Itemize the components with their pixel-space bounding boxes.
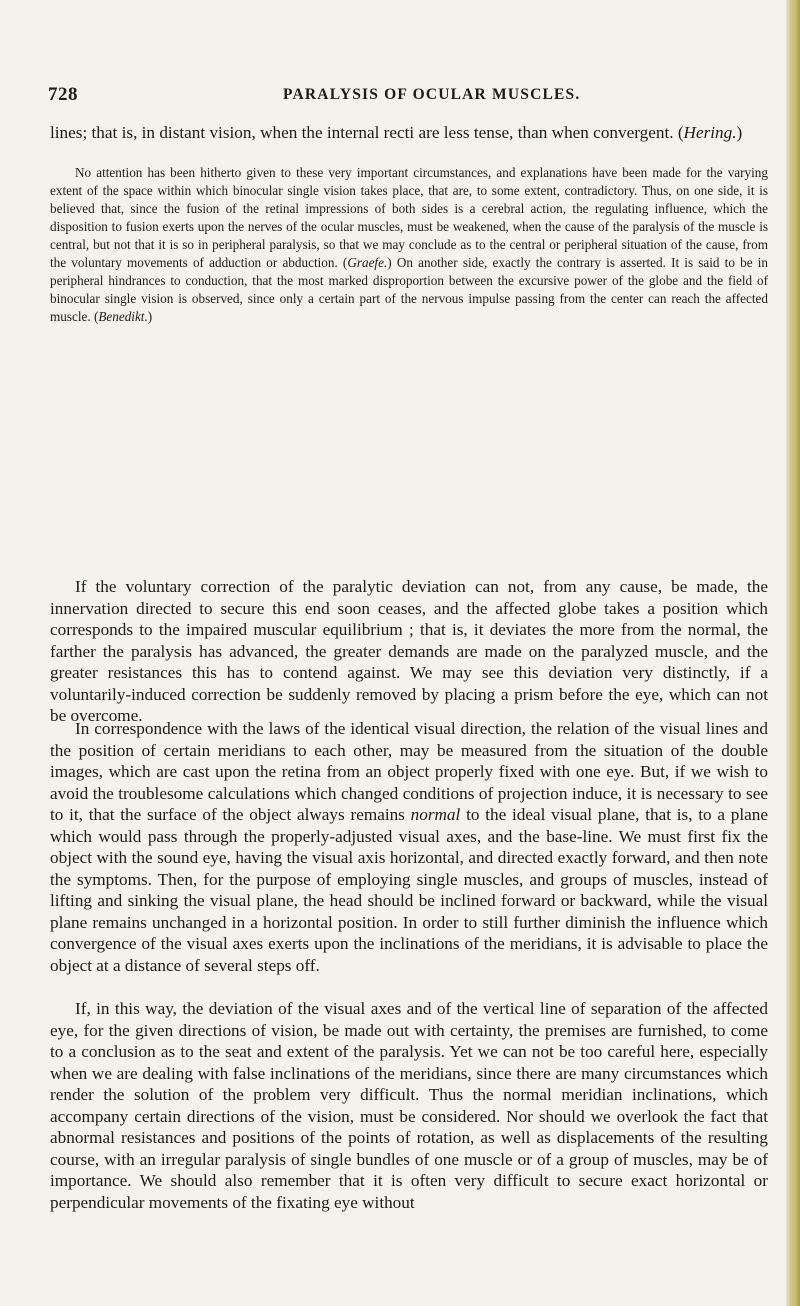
paragraph-voluntary-correction xyxy=(50,576,768,727)
text-span: ) On another side, exactly the contrary is asserted. It is said to be in peripheral hindrances to conduction, that the most marked disproportion between the excursive power of the globe and the field of binocular single vision is observed, since only a certain part of the nervous impulse passing from the center can reach the affected muscle. ( xyxy=(50,255,768,324)
text-span: to the ideal visual plane, that is, to a plane which would pass through the properly-adjusted visual axes, and the base-line. We must first fix the object with the sound eye, having the visual axis horizontal, and directed exactly forward, and then note the symptoms. Then, for the purpose of employing single muscles, and groups of muscles, instead of lifting and sinking the visual plane, the head should be inclined forward or backward, while the visual plane remains unchanged in a horizontal position. In order to still further diminish the influence which convergence of the visual axes exerts upon the inclinations of the meridians, it is advisable to place the object at a distance of several steps off. xyxy=(50,805,768,975)
running-title: PARALYSIS OF OCULAR MUSCLES. xyxy=(283,86,581,103)
text-span: In correspondence with the laws of the identical visual direction, the relation of the visual lines and the position of certain meridians to each other, may be measured from the situation of the double images, which are cast upon the retina from an object properly fixed with one eye. But, if we wish to avoid the troublesome calculations which changed conditions of projection induce, it is necessary to see to it, that the surface of the object always remains xyxy=(50,719,768,824)
page-number: 728 xyxy=(48,84,78,105)
running-header xyxy=(48,84,764,108)
paragraph-text: If, in this way, the deviation of the visual axes and of the vertical line of separation of the affected eye, for the given directions of vision, be made out with certainty, the premises are furnished, to come to a conclusion as to the seat and extent of the paralysis. Yet we can not be too careful here, especially when we are dealing with false inclinations of the meridians, since there are many circumstances which render the solution of the problem very difficult. Thus the normal meridian inclinations, which accompany certain directions of the vision, must be considered. Nor should we overlook the fact that abnormal resistances and positions of the points of rotation, as well as displacements of the resulting course, with an irregular paralysis of single bundles of one muscle or of a group of muscles, may be of importance. We should also remember that it is often very difficult to secure exact horizontal or perpendicular movements of the fixating eye without xyxy=(50,999,768,1212)
paragraph-deviation-visual-axes xyxy=(50,998,768,1213)
paragraph-text: If the voluntary correction of the paralytic deviation can not, from any cause, be made, the innervation directed to secure this end soon ceases, and the affected globe takes a position which corresponds to the impaired muscular equilibrium ; that is, it deviates the more from the normal, the farther the paralysis has advanced, the greater demands are made on the paralyzed muscle, and the greater resistances this has to contend against. We may see this deviation very distinctly, if a voluntarily-induced correction be suddenly removed by placing a prism before the eye, which can not be overcome. xyxy=(50,577,768,725)
paragraph-text xyxy=(50,122,768,144)
text-span: No attention has been hitherto given to these very important circumstances, and explanations have been made for the varying extent of the space within which binocular single vision takes place, that are, to some extent, contradictory. Thus, on one side, it is believed that, since the fusion of the retinal impressions of both sides is a cerebral action, the regulating influence, which the disposition to fusion exerts upon the nerves of the ocular muscles, must be weakened, when the cause of the paralysis of the muscle is central, but not that it is so in peripheral paralysis, so that we may conclude as to the central or peripheral situation of the cause, from the voluntary movements of adduction or abduction. ( xyxy=(50,165,768,270)
text-span: lines; that is, in distant vision, when the internal recti are less tense, than when convergent. ( xyxy=(50,123,684,142)
paragraph-small-print xyxy=(50,164,768,326)
citation-graefe: Graefe. xyxy=(347,255,388,270)
citation-benedikt: Benedikt. xyxy=(98,309,148,324)
text-span: ) xyxy=(147,309,153,324)
emphasis-normal: normal xyxy=(410,805,461,824)
paragraph-text xyxy=(50,164,768,326)
paragraph-text xyxy=(50,718,768,976)
text-span: ) xyxy=(736,123,743,142)
paragraph-continued xyxy=(50,122,768,144)
page-edge-shadow xyxy=(786,0,800,1306)
citation-hering: Hering. xyxy=(683,123,737,142)
paragraph-identical-visual-direction xyxy=(50,718,768,976)
